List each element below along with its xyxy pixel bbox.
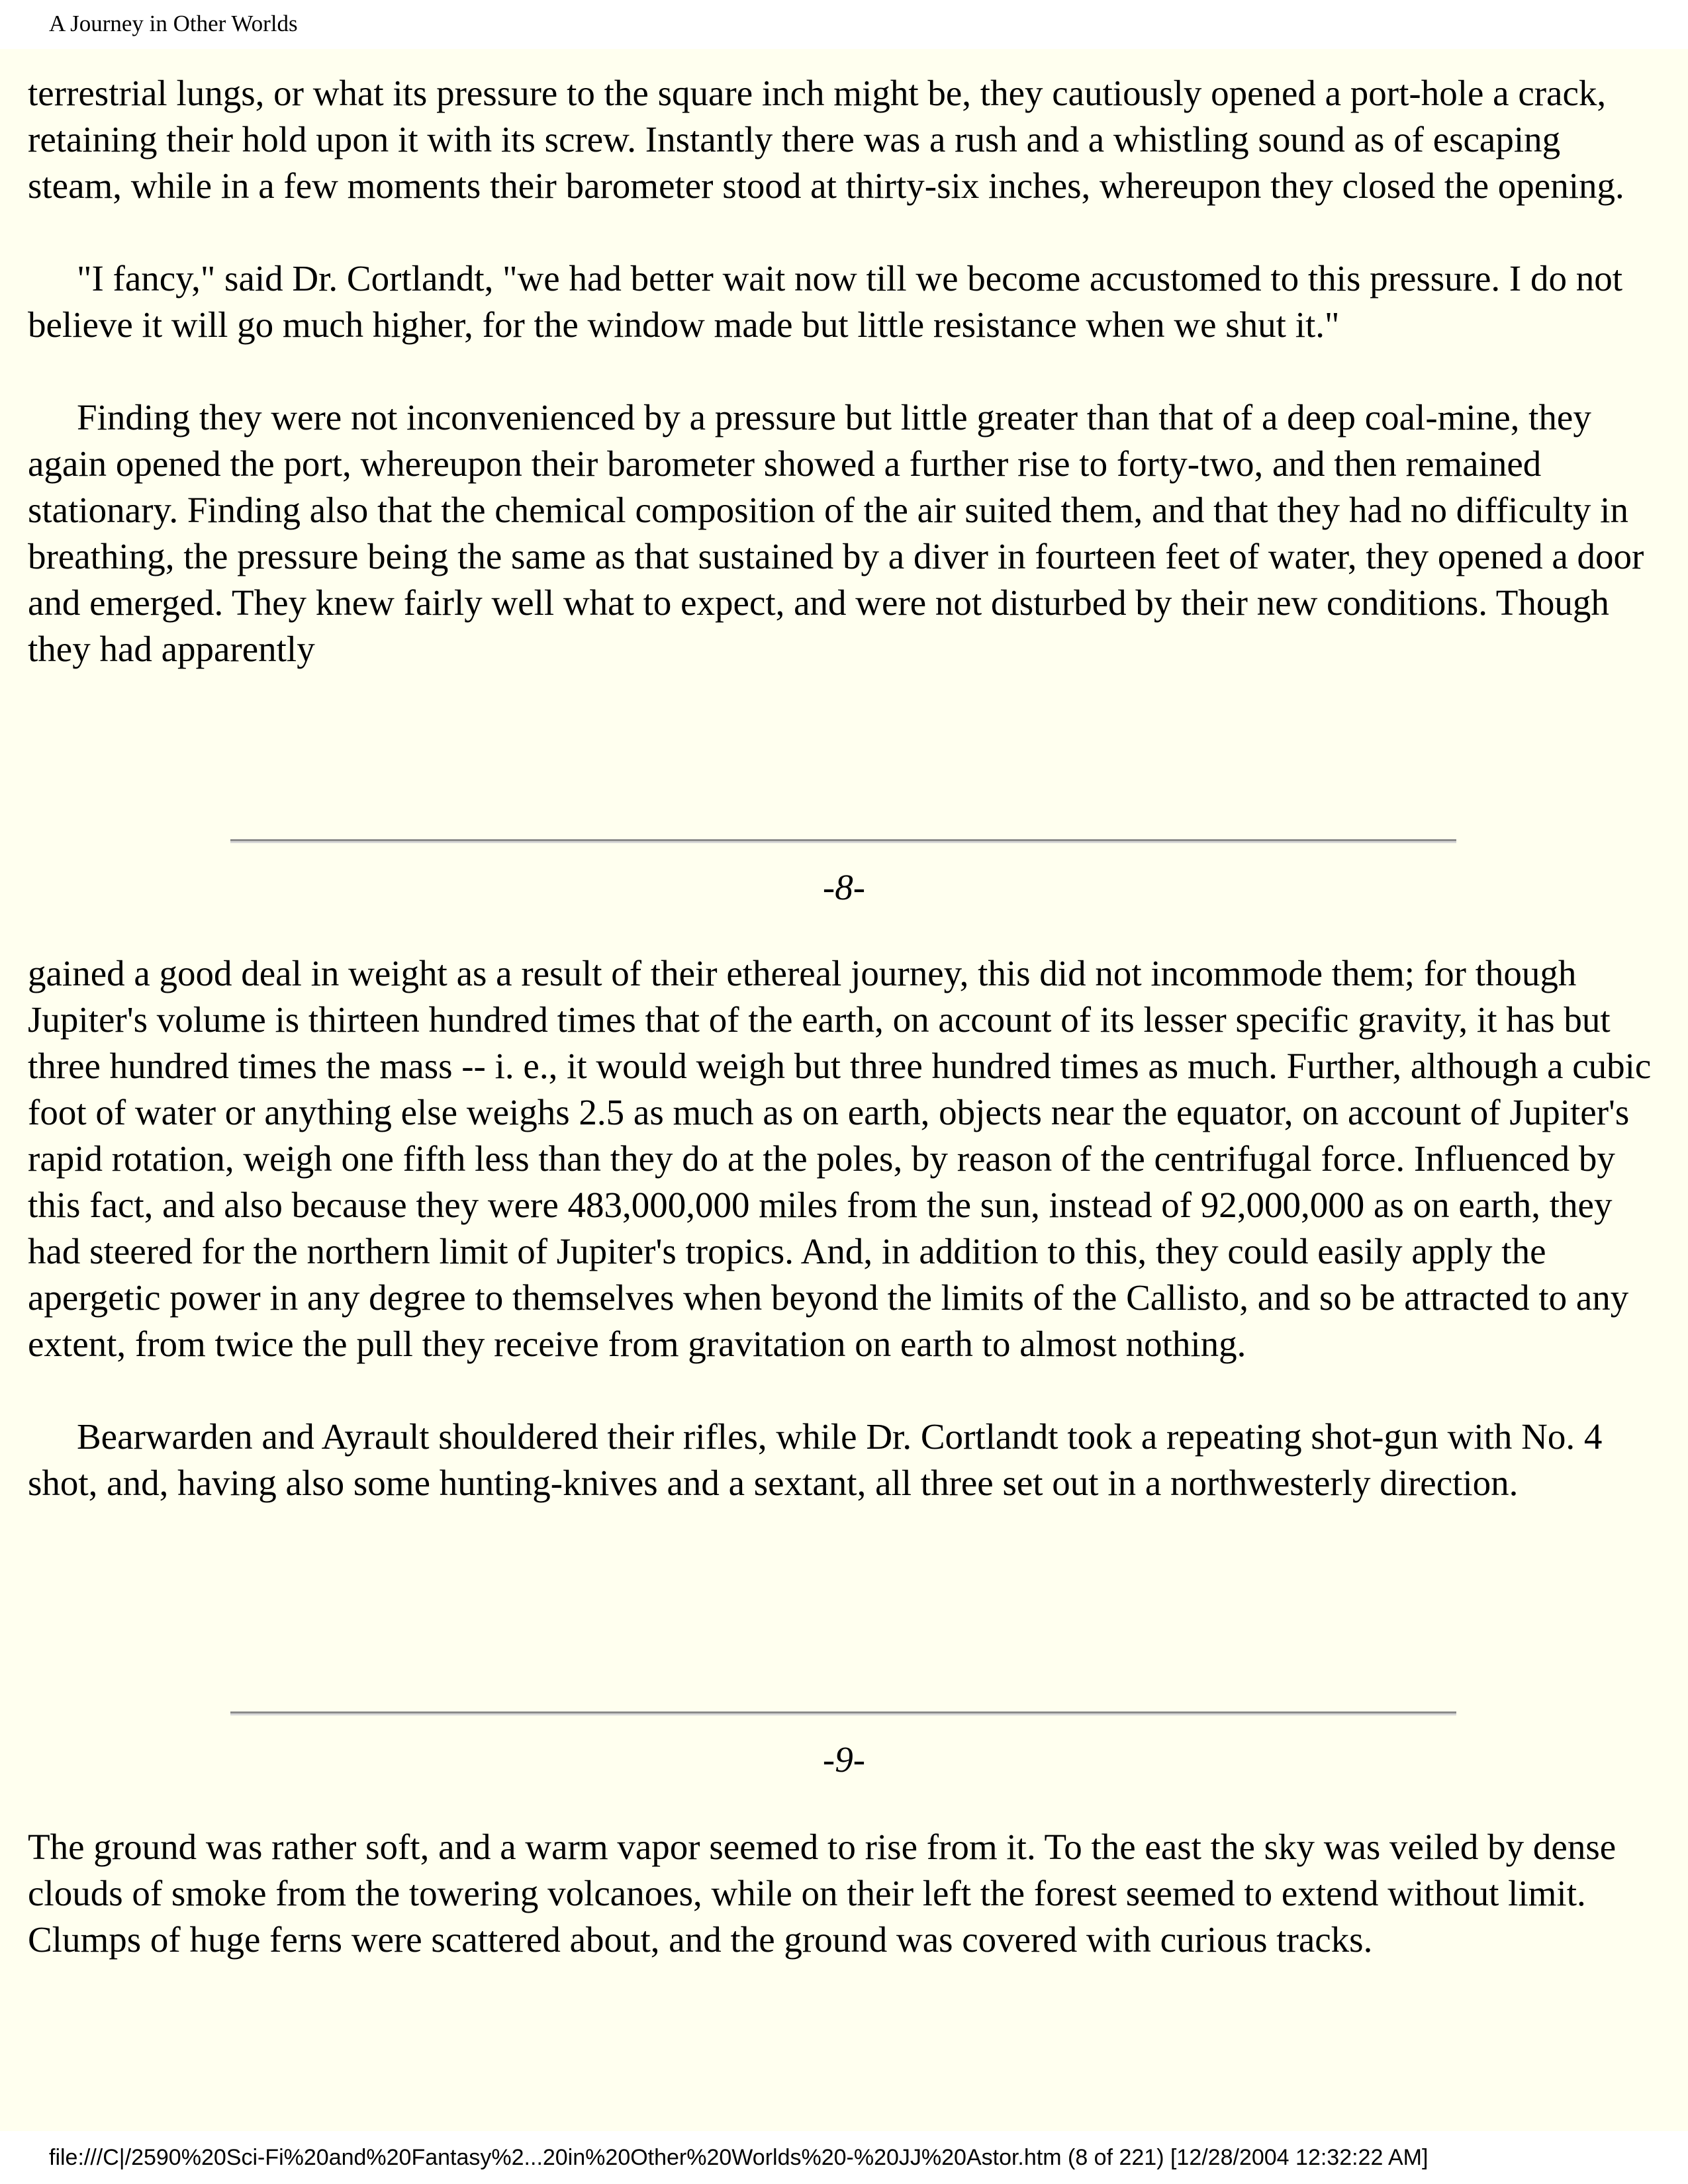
- browser-print-footer: [0, 2131, 1688, 2184]
- paragraph: Finding they were not inconvenienced by a pressure but little greater than that of a deep coal-mine, they again opened the port, whereupon their barometer showed a further rise to forty-two, and then remained stationary. Finding also that the chemical composition of the air suited them, and that they had no difficulty in breathing, the pressure being the same as that sustained by a diver in fourteen feet of water, they opened a door and emerged. They knew fairly well what to expect, and were not disturbed by their new conditions. Though they had apparently: [28, 397, 1644, 669]
- page-divider: [230, 839, 1456, 843]
- page-body: [0, 49, 1688, 2131]
- paragraph: terrestrial lungs, or what its pressure to the square inch might be, they cautiously opened a port-hole a crack, retaining their hold upon it with its screw. Instantly there was a rush and a whistling sound as of escaping steam, while in a few moments their barometer stood at thirty-six inches, whereupon they closed the opening.: [28, 73, 1624, 206]
- text-block-1: [28, 70, 1663, 672]
- text-block-3: [28, 1824, 1663, 1963]
- page-divider: [230, 1711, 1456, 1715]
- page-number: -9-: [822, 1739, 866, 1780]
- paragraph: gained a good deal in weight as a result of their ethereal journey, this did not incommode them; for though Jupiter's volume is thirteen hundred times that of the earth, on account of its lesser specific gravity, it has but three hundred times the mass -- i. e., it would weigh but three hundred times as much. Further, although a cubic foot of water or anything else weighs 2.5 as much as on earth, objects near the equator, on account of Jupiter's rapid rotation, weigh one fifth less than they do at the poles, by reason of the centrifugal force. Influenced by this fact, and also because they were 483,000,000 miles from the sun, instead of 92,000,000 as on earth, they had steered for the northern limit of Jupiter's tropics. And, in addition to this, they could easily apply the apergetic power in any degree to themselves when beyond the limits of the Callisto, and so be attracted to any extent, from twice the pull they receive from gravitation on earth to almost nothing.: [28, 953, 1652, 1364]
- browser-print-header: [0, 0, 1688, 49]
- text-block-2: [28, 950, 1663, 1506]
- paragraph: Bearwarden and Ayrault shouldered their rifles, while Dr. Cortlandt took a repeating shot-gun with No. 4 shot, and, having also some hunting-knives and a sextant, all three set out in a northwesterly direction.: [28, 1416, 1603, 1503]
- paragraph: The ground was rather soft, and a warm vapor seemed to rise from it. To the east the sky was veiled by dense clouds of smoke from the towering volcanoes, while on their left the forest seemed to extend without limit. Clumps of huge ferns were scattered about, and the ground was covered with curious tracks.: [28, 1827, 1617, 1960]
- page-number: -8-: [822, 867, 866, 907]
- document-title: A Journey in Other Worlds: [49, 11, 298, 36]
- paragraph: "I fancy," said Dr. Cortlandt, "we had better wait now till we become accustomed to this pressure. I do not believe it will go much higher, for the window made but little resistance when we shut it.": [28, 258, 1622, 345]
- source-url: file:///C|/2590%20Sci-Fi%20and%20Fantasy%2...20in%20Other%20Worlds%20-%20JJ%20Astor.htm (8 of 221) [12/28/2004 12:32:22 AM]: [49, 2145, 1429, 2170]
